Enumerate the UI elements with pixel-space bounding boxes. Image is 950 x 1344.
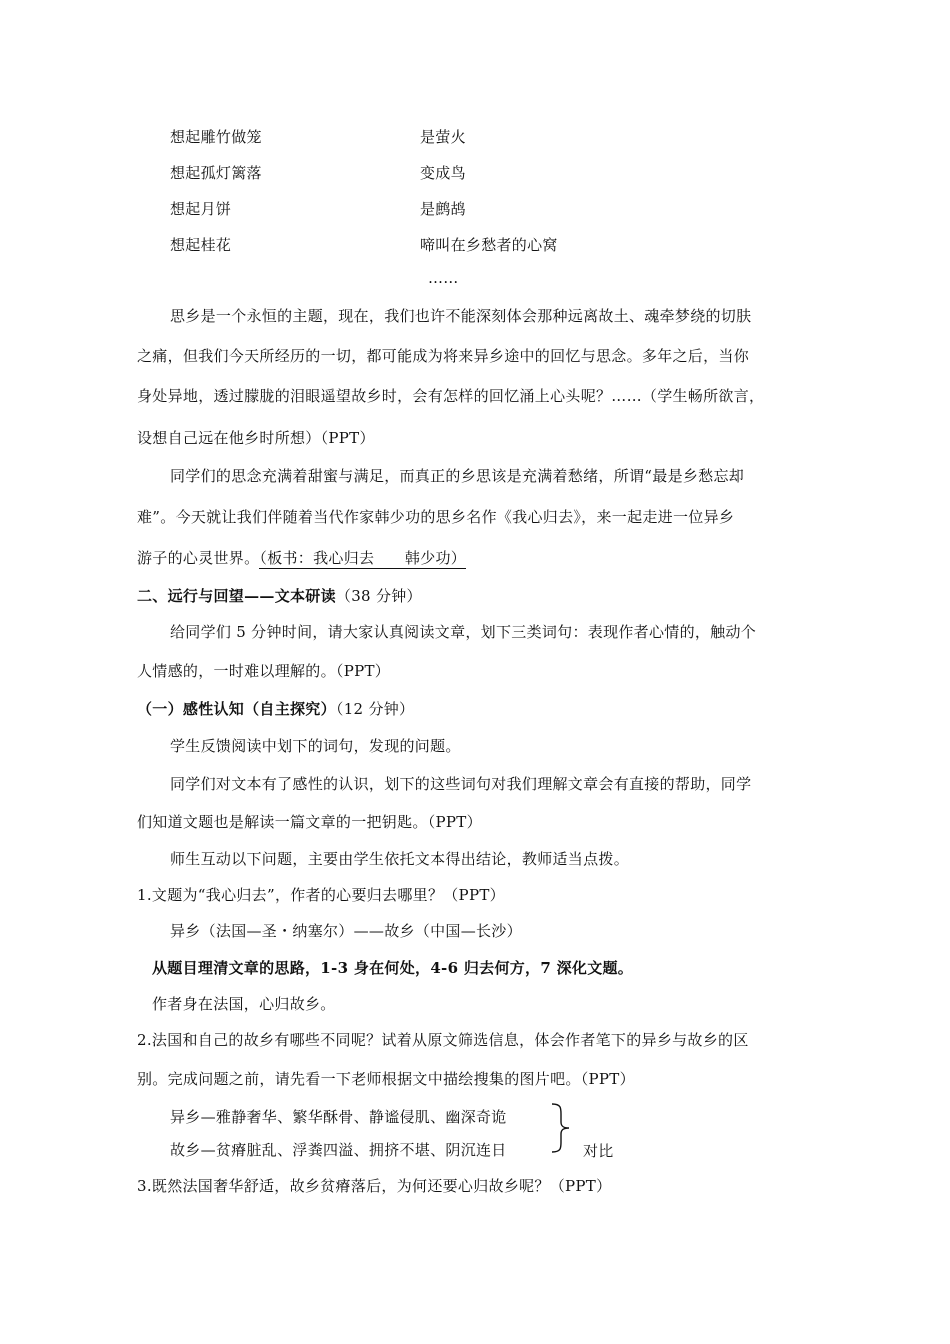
section-time: （38 分钟） [335, 587, 422, 605]
subsection-heading [137, 699, 414, 719]
curly-brace-icon [549, 1102, 575, 1154]
paragraph-line: 思乡是一个永恒的主题，现在，我们也许不能深刻体会那种远离故土、魂牵梦绕的切肤 [170, 307, 752, 325]
paragraph-line: 之痛，但我们今天所经历的一切，都可能成为将来异乡途中的回忆与思念。多年之后，当你 [137, 347, 750, 365]
paragraph-line: 身处异地，透过朦胧的泪眼遥望故乡时，会有怎样的回忆涌上心头呢？……（学生畅所欲言， [137, 387, 765, 405]
paragraph-text: 游子的心灵世界。 [137, 549, 260, 567]
poem-ellipsis: …… [428, 269, 459, 287]
question-1-answer: 异乡（法国—圣・纳塞尔）——故乡（中国—长沙） [170, 922, 522, 940]
paragraph-line: 同学们对文本有了感性的认识，划下的这些词句对我们理解文章会有直接的帮助，同学 [170, 775, 752, 793]
paragraph-line: 学生反馈阅读中划下的词句，发现的问题。 [170, 737, 461, 755]
poem-right-line: 啼叫在乡愁者的心窝 [420, 236, 558, 254]
board-note: （板书：我心归去 韩少功） [259, 549, 467, 567]
question-2-line: 别。完成问题之前，请先看一下老师根据文中描绘搜集的图片吧。（PPT） [137, 1070, 635, 1088]
question-1-note: 作者身在法国，心归故乡。 [152, 995, 336, 1013]
compare-home: 故乡—贫瘠脏乱、浮粪四溢、拥挤不堪、阴沉连日 [170, 1141, 507, 1159]
paragraph-line [137, 548, 466, 568]
paragraph-line: 设想自己远在他乡时所想）（PPT） [137, 429, 375, 447]
subsection-title: （一）感性认知（自主探究） [137, 700, 336, 718]
paragraph-line: 师生互动以下问题，主要由学生依托文本得出结论，教师适当点拨。 [170, 850, 630, 868]
paragraph-line: 同学们的思念充满着甜蜜与满足，而真正的乡思该是充满着愁绪，所谓“最是乡愁忘却 [170, 467, 745, 485]
poem-left-line: 想起月饼 [170, 200, 232, 218]
section-title: 二、远行与回望——文本研读 [137, 587, 336, 605]
section-heading [137, 586, 422, 606]
paragraph-line: 们知道文题也是解读一篇文章的一把钥匙。（PPT） [137, 813, 482, 831]
question-3: 3.既然法国奢华舒适，故乡贫瘠落后，为何还要心归故乡呢？（PPT） [137, 1177, 612, 1195]
poem-right-line: 是鹧鸪 [420, 200, 466, 218]
question-1: 1.文题为“我心归去”，作者的心要归去哪里？（PPT） [137, 886, 505, 904]
paragraph-line: 给同学们 5 分钟时间，请大家认真阅读文章，划下三类词句：表现作者心情的，触动个 [170, 623, 757, 641]
poem-left-line: 想起桂花 [170, 236, 232, 254]
poem-right-line: 变成鸟 [420, 164, 466, 182]
compare-label: 对比 [583, 1142, 614, 1160]
question-2-line: 2.法国和自己的故乡有哪些不同呢？试着从原文筛选信息，体会作者笔下的异乡与故乡的区 [137, 1031, 749, 1049]
paragraph-line: 难”。今天就让我们伴随着当代作家韩少功的思乡名作《我心归去》，来一起走进一位异乡 [137, 508, 735, 526]
poem-left-line: 想起孤灯篱落 [170, 164, 262, 182]
paragraph-line: 人情感的，一时难以理解的。（PPT） [137, 662, 391, 680]
poem-right-line: 是萤火 [420, 128, 466, 146]
subsection-time: （12 分钟） [335, 700, 415, 718]
poem-left-line: 想起雕竹做笼 [170, 128, 262, 146]
question-1-key-point: 从题目理清文章的思路，1-3 身在何处，4-6 归去何方，7 深化文题。 [152, 959, 634, 977]
compare-foreign: 异乡—雅静奢华、繁华酥骨、静谧侵肌、幽深奇诡 [170, 1108, 507, 1126]
